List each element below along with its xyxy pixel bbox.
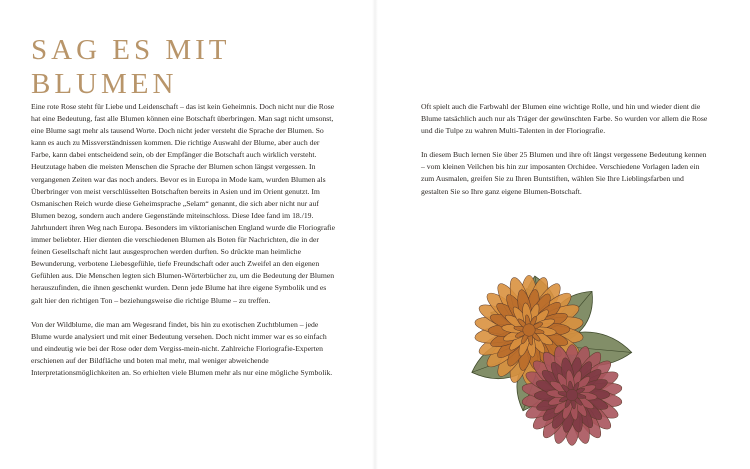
left-body-text <box>31 101 337 391</box>
flower-center <box>523 324 535 336</box>
chrysanthemum-illustration-icon <box>447 225 647 465</box>
right-page <box>375 0 750 469</box>
flower-center <box>566 389 578 401</box>
paragraph: Eine rote Rose steht für Liebe und Leidenschaft – das ist kein Geheimnis. Doch nicht nur die Rose hat eine Bedeutung, fast alle Blumen können eine Botschaft überbringen. Man sagt nicht umsonst, eine Blume sagt mehr als tausend Worte. Doch nicht jeder versteht die Sprache der Blumen. So kann es auch zu Missverständnissen kommen. Die richtige Auswahl der Blume, aber auch der Farbe, kann dabei entscheidend sein, ob der Empfänger die Botschaft auch wirklich versteht. Heutzutage haben die meisten Menschen die Sprache der Blumen schon längst vergessen. In vergangenen Zeiten war das noch anders. Bevor es in Europa in Mode kam, wurden Blumen als Überbringer von meist verschlüsselten Botschaften bereits in Asien und im Orient genutzt. Im Osmanischen Reich wurde diese Geheimsprache „Selam“ genannt, die sich aber nicht nur auf Blumen bezog, sondern auch andere Gegenstände miteinschloss. Diese Idee fand im 18./19. Jahrhundert ihren Weg nach Europa. Besonders im viktorianischen England wurde die Floriografie immer beliebter. Hier dienten die verschiedenen Blumen als Boten für Nachrichten, die in der feinen Gesellschaft nicht laut ausgesprochen werden durften. So drückte man heimliche Bewunderung, verbotene Liebesgefühle, tiefe Freundschaft oder auch Zweifel an den eigenen Gefühlen aus. Die Menschen legten sich Blumen-Wörterbücher zu, um die Bedeutung der Blumen herauszufinden, die ihnen geschenkt wurden. Denn jede Blume hat ihre eigene Symbolik und es galt hier den richtigen Ton – beziehungsweise die richtige Blume – zu treffen. <box>31 102 336 305</box>
title-line-2: BLUMEN <box>31 68 178 100</box>
paragraph: In diesem Buch lernen Sie über 25 Blumen und ihre oft längst vergessene Bedeutung kennen – vom kleinen Veilchen bis hin zur imposanten Orchidee. Verschiedene Vorlagen laden ein zum Ausmalen, greifen Sie zu Ihren Buntstiften, wählen Sie Ihre Lieblingsfarben und gestalten Sie so Ihre ganz eigene Blumen-Botschaft. <box>421 150 707 196</box>
paragraph: Von der Wildblume, die man am Wegesrand findet, bis hin zu exotischen Zuchtblumen – jede Blume wurde analysiert und mit einer Bedeutung versehen. Doch nicht immer war es so einfach und eindeutig wie bei der Rose oder dem Vergiss-mein-nicht. Zahlreiche Floriografie-Experten erschienen auf der Bildfläche und boten mal mehr, mal weniger abweichende Interpretationsmöglichkeiten an. So erhielten viele Blumen mehr als nur eine mögliche Symbolik. <box>31 319 333 377</box>
right-body-text <box>421 101 709 210</box>
title-line-1: SAG ES MIT <box>31 34 231 66</box>
paragraph: Oft spielt auch die Farbwahl der Blumen eine wichtige Rolle, und hin und wieder dient die Blume tatsächlich auch nur als Träger der gewünschten Farbe. So wurden vor allem die Rose und die Tulpe zu wahren Multi-Talenten in der Floriografie. <box>421 102 708 136</box>
page-title <box>31 33 351 101</box>
